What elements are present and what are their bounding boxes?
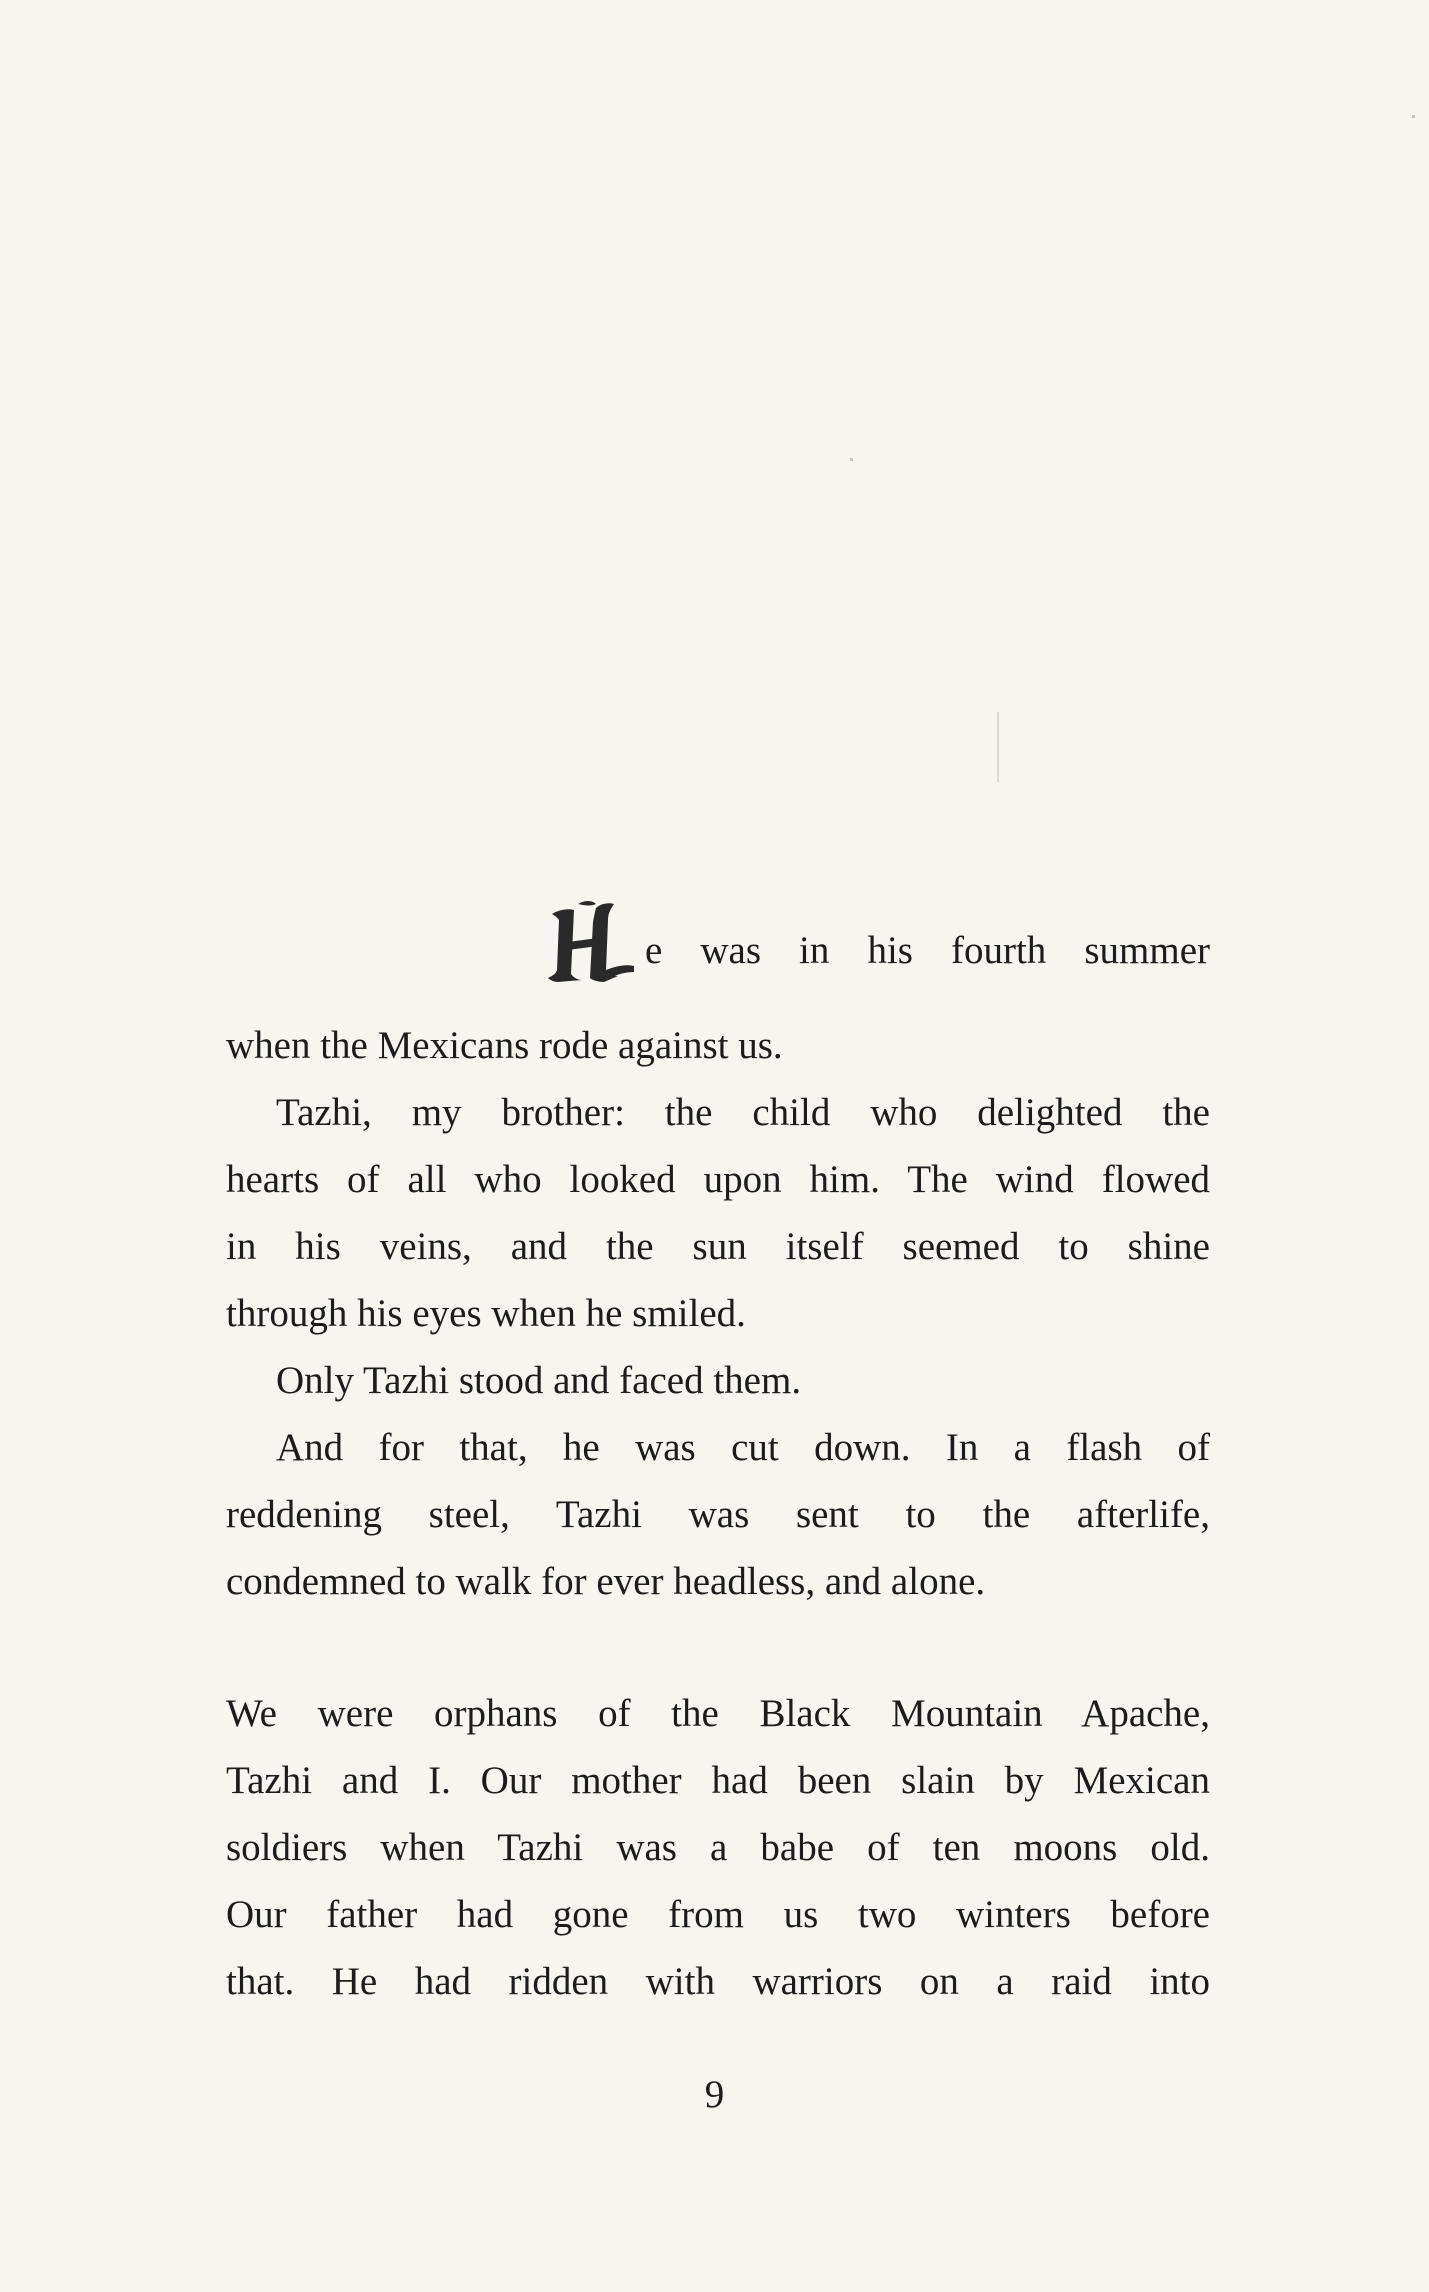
text-line: in his veins, and the sun itself seemed to shine xyxy=(226,1225,1210,1268)
text-line: Only Tazhi stood and faced them. xyxy=(276,1359,802,1402)
text-line: through his eyes when he smiled. xyxy=(226,1292,746,1335)
page-number: 9 xyxy=(704,2073,725,2116)
paper-speck xyxy=(1412,115,1415,118)
body-text-section-two xyxy=(226,1680,1210,2015)
text-line: hearts of all who looked upon him. The wind flowed xyxy=(226,1158,1210,1201)
opening-line xyxy=(538,900,1210,990)
paper-speck xyxy=(850,458,853,461)
text-line: condemned to walk for ever headless, and alone. xyxy=(226,1560,986,1603)
text-line: that. He had ridden with warriors on a raid into xyxy=(226,1960,1210,2003)
text-line: when the Mexicans rode against us. xyxy=(226,1024,783,1067)
paper-speck xyxy=(997,712,999,782)
opening-line-text: e was in his fourth summer xyxy=(645,929,1210,972)
text-line: Our father had gone from us two winters before xyxy=(226,1893,1210,1936)
text-line: Tazhi and I. Our mother had been slain by Mexican xyxy=(226,1759,1210,1802)
body-text xyxy=(226,1012,1210,1615)
text-line: And for that, he was cut down. In a flash of xyxy=(276,1426,1210,1469)
text-line: reddening steel, Tazhi was sent to the afterlife, xyxy=(226,1493,1210,1536)
text-line: We were orphans of the Black Mountain Apache, xyxy=(226,1692,1210,1735)
text-line: soldiers when Tazhi was a babe of ten moons old. xyxy=(226,1826,1210,1869)
text-line: Tazhi, my brother: the child who delighted the xyxy=(276,1091,1210,1134)
drop-cap xyxy=(538,900,638,990)
